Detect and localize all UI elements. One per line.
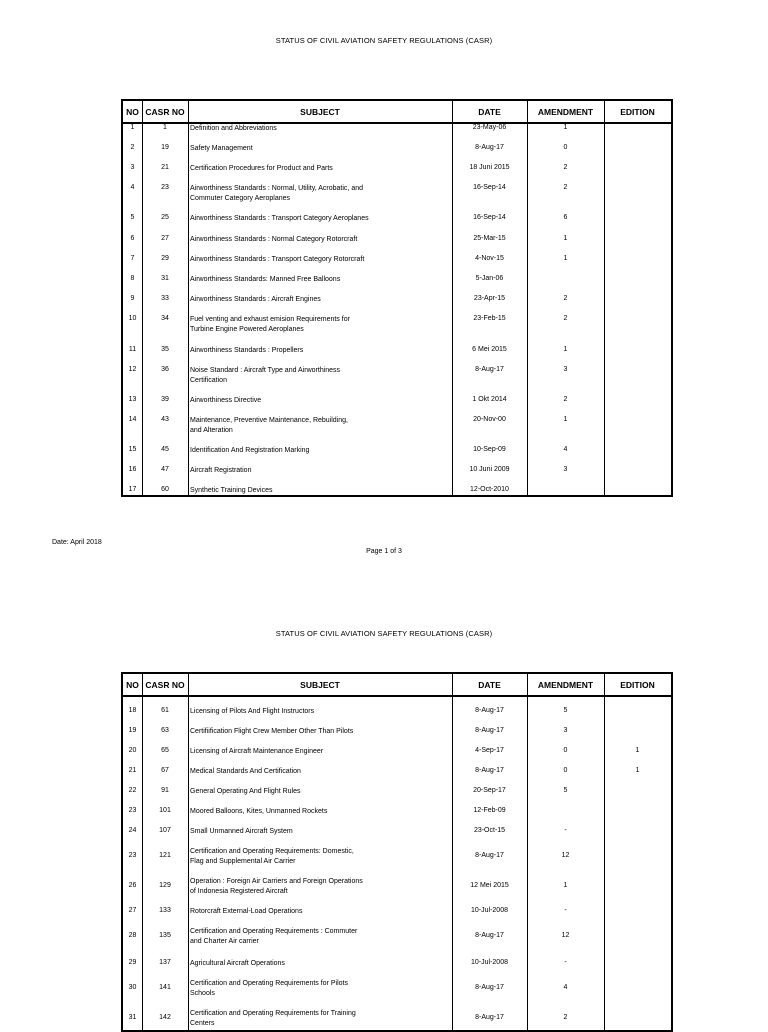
amendment: 3 (563, 366, 568, 373)
casr-number: 27 (161, 235, 169, 242)
amendment: 1 (563, 416, 568, 423)
page-number: Page 1 of 3 (366, 548, 402, 555)
row-number: 3 (130, 164, 135, 171)
table-header (123, 101, 671, 124)
row-number: 23 (128, 807, 137, 814)
edition: 1 (635, 747, 640, 754)
casr-number: 21 (161, 164, 169, 171)
amendment: - (564, 959, 567, 966)
amendment: 4 (563, 984, 568, 991)
subject: Identification And Registration Marking (190, 447, 310, 454)
column-divider (142, 101, 143, 495)
casr-number: 1 (163, 124, 167, 131)
subject: Airworthiness Standards : Transport Category Aeroplanes (190, 215, 369, 222)
row-number: 11 (128, 346, 137, 353)
casr-number: 19 (161, 144, 169, 151)
column-divider (604, 101, 605, 495)
casr-status-table (121, 99, 673, 497)
subject: Licensing of Aircraft Maintenance Engineer (190, 748, 324, 755)
subject: General Operating And Flight Rules (190, 788, 301, 795)
row-number: 10 (128, 315, 137, 322)
casr-status-table (121, 672, 673, 1032)
footer-date: Date: April 2018 (52, 539, 102, 546)
date: 16-Sep-14 (473, 214, 506, 221)
amendment: 1 (563, 882, 568, 889)
casr-number: 135 (159, 932, 171, 939)
date: 8-Aug-17 (475, 727, 504, 734)
page-title: STATUS OF CIVIL AVIATION SAFETY REGULATIONS (CASR) (275, 36, 493, 45)
casr-number: 60 (161, 486, 169, 493)
amendment: 6 (563, 214, 568, 221)
casr-number: 129 (159, 882, 171, 889)
row-number: 27 (128, 907, 137, 914)
row-number: 5 (130, 214, 135, 221)
subject: Airworthiness Standards : Normal, Utility, Acrobatic, and Commuter Category Aeroplanes (190, 185, 363, 202)
header-no: NO (126, 106, 139, 117)
subject: Certification and Operating Requirements for Pilots Schools (190, 980, 348, 997)
subject: Certification Procedures for Product and Parts (190, 165, 333, 172)
header-date: DATE (478, 106, 501, 117)
header-edition: EDITION (620, 679, 655, 690)
subject: Airworthiness Standards : Propellers (190, 347, 304, 354)
casr-number: 61 (161, 707, 169, 714)
date: 23-Apr-15 (473, 295, 506, 302)
date: 10-Sep-09 (473, 446, 506, 453)
date: 23-Oct-15 (473, 827, 506, 834)
column-divider (188, 674, 189, 1030)
subject: Aircraft Registration (190, 467, 252, 474)
amendment: 12 (561, 852, 570, 859)
header-casr-no: CASR NO (145, 679, 185, 690)
amendment: 2 (563, 164, 568, 171)
date: 5-Jan-06 (475, 275, 504, 282)
subject: Noise Standard : Aircraft Type and Airworthiness Certification (190, 367, 341, 384)
amendment: 4 (563, 446, 568, 453)
date: 20-Nov-00 (473, 416, 506, 423)
column-divider (188, 101, 189, 495)
row-number: 23 (128, 852, 137, 859)
date: 8-Aug-17 (475, 932, 504, 939)
casr-number: 43 (161, 416, 169, 423)
subject: Fuel venting and exhaust emision Requirements for Turbine Engine Powered Aeroplanes (190, 316, 350, 333)
subject: Small Unmanned Aircraft System (190, 828, 293, 835)
subject: Maintenance, Preventive Maintenance, Rebuilding, and Alteration (190, 417, 348, 434)
amendment: - (564, 827, 567, 834)
row-number: 4 (130, 184, 135, 191)
header-date: DATE (478, 679, 501, 690)
date: 1 Okt 2014 (472, 396, 507, 403)
header-amendment: AMENDMENT (537, 679, 594, 690)
row-number: 21 (128, 767, 137, 774)
amendment: - (564, 907, 567, 914)
casr-number: 31 (161, 275, 169, 282)
date: 10-Jul-2008 (471, 907, 508, 914)
row-number: 14 (128, 416, 137, 423)
date: 23-May-06 (472, 124, 507, 131)
subject: Certification and Operating Requirements : Commuter and Charter Air carrier (190, 928, 358, 945)
date: 8-Aug-17 (475, 984, 504, 991)
amendment: 0 (563, 767, 568, 774)
amendment: 1 (563, 346, 568, 353)
amendment: 2 (563, 184, 568, 191)
amendment: 2 (563, 396, 568, 403)
date: 8-Aug-17 (475, 767, 504, 774)
subject: Airworthiness Directive (190, 397, 262, 404)
date: 6 Mei 2015 (472, 346, 507, 353)
subject: Medical Standards And Certification (190, 768, 301, 775)
row-number: 16 (128, 466, 137, 473)
row-number: 22 (128, 787, 137, 794)
casr-number: 141 (159, 984, 171, 991)
header-subject: SUBJECT (300, 106, 340, 117)
date: 4-Sep-17 (475, 747, 504, 754)
subject: Airworthiness Standards : Transport Category Rotorcraft (190, 256, 365, 263)
column-divider (452, 101, 453, 495)
amendment: 1 (563, 255, 568, 262)
amendment: 2 (563, 315, 568, 322)
amendment: 12 (561, 932, 570, 939)
date: 12-Oct-2010 (470, 486, 509, 493)
header-casr-no: CASR NO (145, 106, 185, 117)
row-number: 29 (128, 959, 137, 966)
casr-number: 101 (159, 807, 171, 814)
column-divider (142, 674, 143, 1030)
subject: Certifiification Flight Crew Member Other Than Pilots (190, 728, 354, 735)
casr-number: 121 (159, 852, 171, 859)
header-no: NO (126, 679, 139, 690)
subject: Certification and Operating Requirements for Training Centers (190, 1010, 356, 1027)
amendment: 5 (563, 787, 568, 794)
casr-number: 142 (159, 1014, 171, 1021)
date: 8-Aug-17 (475, 366, 504, 373)
row-number: 8 (130, 275, 135, 282)
subject: Airworthiness Standards: Manned Free Balloons (190, 276, 341, 283)
date: 4-Nov-15 (475, 255, 504, 262)
subject: Operation : Foreign Air Carriers and Foreign Operations of Indonesia Registered Aircraft (190, 878, 363, 895)
date: 23-Feb-15 (473, 315, 506, 322)
date: 25-Mar-15 (473, 235, 506, 242)
row-number: 7 (130, 255, 135, 262)
casr-number: 39 (161, 396, 169, 403)
casr-number: 133 (159, 907, 171, 914)
subject: Moored Balloons, Kites, Unmanned Rockets (190, 808, 328, 815)
date: 12 Mei 2015 (470, 882, 509, 889)
date: 10-Jul-2008 (471, 959, 508, 966)
amendment: 5 (563, 707, 568, 714)
row-number: 2 (130, 144, 135, 151)
column-divider (604, 674, 605, 1030)
date: 10 Juni 2009 (469, 466, 510, 473)
amendment: 3 (563, 727, 568, 734)
casr-number: 35 (161, 346, 169, 353)
table-header (123, 674, 671, 697)
amendment: 2 (563, 1014, 568, 1021)
subject: Agricultural Aircraft Operations (190, 960, 285, 967)
column-divider (527, 101, 528, 495)
edition: 1 (635, 767, 640, 774)
amendment: 0 (563, 747, 568, 754)
subject: Airworthiness Standards : Aircraft Engines (190, 296, 321, 303)
row-number: 20 (128, 747, 137, 754)
date: 8-Aug-17 (475, 852, 504, 859)
date: 8-Aug-17 (475, 144, 504, 151)
subject: Definition and Abbreviations (190, 125, 277, 132)
column-divider (527, 674, 528, 1030)
header-edition: EDITION (620, 106, 655, 117)
subject: Rotorcraft External-Load Operations (190, 908, 303, 915)
row-number: 17 (128, 486, 137, 493)
row-number: 12 (128, 366, 137, 373)
row-number: 15 (128, 446, 137, 453)
column-divider (452, 674, 453, 1030)
row-number: 6 (130, 235, 135, 242)
casr-number: 65 (161, 747, 169, 754)
casr-number: 36 (161, 366, 169, 373)
row-number: 1 (130, 124, 135, 131)
date: 12-Feb-09 (473, 807, 506, 814)
casr-number: 29 (161, 255, 169, 262)
subject: Synthetic Training Devices (190, 487, 273, 494)
casr-number: 33 (161, 295, 169, 302)
row-number: 9 (130, 295, 135, 302)
row-number: 18 (128, 707, 137, 714)
amendment: 2 (563, 295, 568, 302)
subject: Certification and Operating Requirements: Domestic, Flag and Supplemental Air Carrier (190, 848, 354, 865)
casr-number: 25 (161, 214, 169, 221)
casr-number: 67 (161, 767, 169, 774)
casr-number: 137 (159, 959, 171, 966)
casr-number: 91 (161, 787, 169, 794)
casr-number: 34 (161, 315, 169, 322)
casr-number: 63 (161, 727, 169, 734)
casr-number: 107 (159, 827, 171, 834)
date: 8-Aug-17 (475, 707, 504, 714)
amendment: 1 (563, 124, 568, 131)
row-number: 26 (128, 882, 137, 889)
amendment: 0 (563, 144, 568, 151)
casr-number: 47 (161, 466, 169, 473)
date: 8-Aug-17 (475, 1014, 504, 1021)
row-number: 31 (128, 1014, 137, 1021)
amendment: 3 (563, 466, 568, 473)
header-subject: SUBJECT (300, 679, 340, 690)
date: 20-Sep-17 (473, 787, 506, 794)
row-number: 24 (128, 827, 137, 834)
date: 16-Sep-14 (473, 184, 506, 191)
row-number: 30 (128, 984, 137, 991)
casr-number: 23 (161, 184, 169, 191)
row-number: 28 (128, 932, 137, 939)
amendment: 1 (563, 235, 568, 242)
row-number: 13 (128, 396, 137, 403)
subject: Safety Management (190, 145, 253, 152)
subject: Airworthiness Standards : Normal Category Rotorcraft (190, 236, 358, 243)
header-amendment: AMENDMENT (537, 106, 594, 117)
subject: Licensing of Pilots And Flight Instructors (190, 708, 315, 715)
page-title: STATUS OF CIVIL AVIATION SAFETY REGULATIONS (CASR) (275, 629, 493, 638)
casr-number: 45 (161, 446, 169, 453)
row-number: 19 (128, 727, 137, 734)
date: 18 Juni 2015 (469, 164, 510, 171)
